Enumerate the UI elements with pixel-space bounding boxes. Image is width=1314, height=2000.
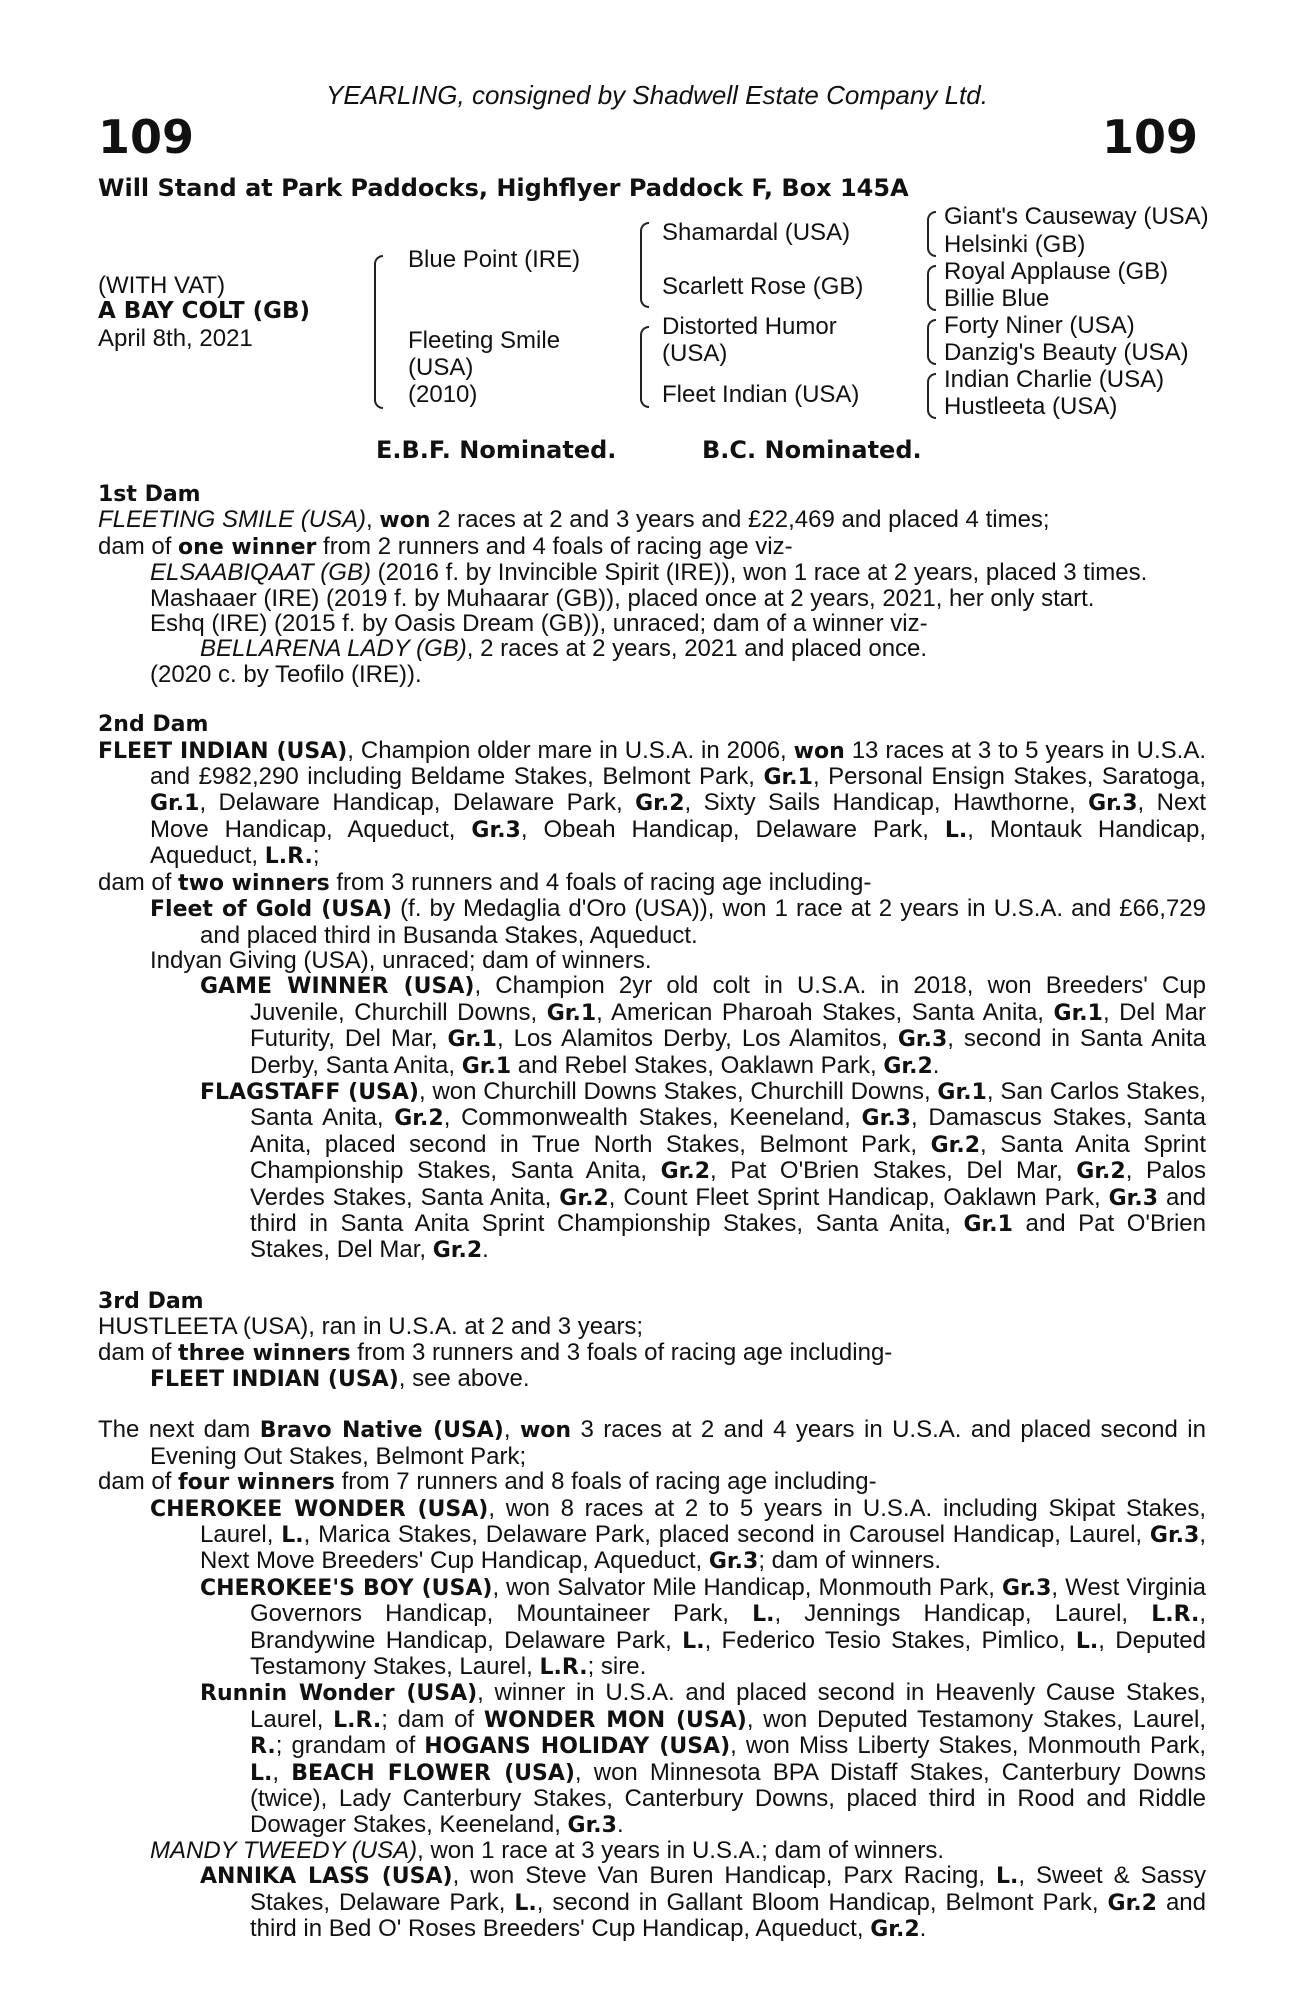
ebf-nomination: E.B.F. Nominated. bbox=[376, 436, 617, 464]
second-dam-heading: 2nd Dam bbox=[98, 712, 209, 738]
dam-sire-dam: Danzig's Beauty (USA) bbox=[944, 339, 1189, 366]
second-dam-foal-1: Fleet of Gold (USA) (f. by Medaglia d'Oro (USA)), won 1 race at 2 years in U.S.A. and £66,729 and placed third in Busanda Stakes, Aqueduct. bbox=[150, 895, 1206, 949]
brace-sire-parents bbox=[640, 222, 649, 308]
second-dam-entry: FLEET INDIAN (USA), Champion older mare in U.S.A. in 2006, won 13 races at 3 to 5 years in U.S.A. and £982,290 including Beldame Stakes, Belmont Park, Gr.1, Personal Ensign Stakes, Saratoga, Gr.1, Delaware Handicap, Delaware Park, Gr.2, Sixty Sails Handicap, Hawthorne, Gr.3, Next Move Handicap, Aqueduct, Gr.3, Obeah Handicap, Delaware Park, L., Montauk Handicap, Aqueduct, L.R.; bbox=[98, 736, 1207, 870]
second-dam-foal-2: Indyan Giving (USA), unraced; dam of winners. bbox=[150, 946, 652, 974]
dam-dam-sire: Indian Charlie (USA) bbox=[944, 366, 1165, 393]
sire-sire-dam: Helsinki (GB) bbox=[944, 231, 1086, 258]
first-dam-entry: FLEETING SMILE (USA), won 2 races at 2 and 3 years and £22,469 and placed 4 times; bbox=[98, 506, 1050, 534]
next-dam-grandson-1: CHEROKEE'S BOY (USA), won Salvator Mile Handicap, Monmouth Park, Gr.3, West Virginia Governors Handicap, Mountaineer Park, L., Jennings Handicap, Laurel, L.R., Brandywine Handicap, Delaware Park, L., Federico Tesio Stakes, Pimlico, L., Deputed Testamony Stakes, Laurel, L.R.; sire. bbox=[200, 1573, 1206, 1681]
catalogue-body bbox=[98, 482, 1206, 1943]
next-dam-granddaughter-1: Runnin Wonder (USA), winner in U.S.A. and placed second in Heavenly Cause Stakes, Laurel, L.R.; dam of WONDER MON (USA), won Deputed Testamony Stakes, Laurel, R.; grandam of HOGANS HOLIDAY (USA), won Miss Liberty Stakes, Monmouth Park, L., BEACH FLOWER (USA), won Minnesota BPA Distaff Stakes, Canterbury Downs (twice), Lady Canterbury Stakes, Canterbury Downs, placed third in Rood and Riddle Dowager Stakes, Keeneland, Gr.3. bbox=[200, 1679, 1207, 1838]
next-dam-granddaughter-2: ANNIKA LASS (USA), won Steve Van Buren Handicap, Parx Racing, L., Sweet & Sassy Stakes, Delaware Park, L., second in Gallant Bloom Handicap, Belmont Park, Gr.2 and third in Bed O' Roses Breeders' Cup Handicap, Aqueduct, Gr.2. bbox=[200, 1862, 1207, 1943]
second-dam-produce-summary: dam of two winners from 3 runners and 4 foals of racing age including- bbox=[98, 868, 872, 896]
sire-dam-dam: Billie Blue bbox=[944, 285, 1050, 312]
second-dam-grandson-1: GAME WINNER (USA), Champion 2yr old colt in U.S.A. in 2018, won Breeders' Cup Juvenile, Churchill Downs, Gr.1, American Pharoah Stakes, Santa Anita, Gr.1, Del Mar Futurity, Del Mar, Gr.1, Los Alamitos Derby, Los Alamitos, Gr.3, second in Santa Anita Derby, Santa Anita, Gr.1 and Rebel Stakes, Oaklawn Park, Gr.2. bbox=[200, 972, 1207, 1079]
dam-dam: Fleet Indian (USA) bbox=[662, 381, 860, 408]
dam-origin: (USA) bbox=[408, 354, 474, 381]
brace-dam-parents bbox=[640, 326, 649, 408]
sire-sire: Shamardal (USA) bbox=[662, 219, 851, 246]
first-dam-granddaughter: BELLARENA LADY (GB), 2 races at 2 years, 2021 and placed once. bbox=[200, 635, 928, 663]
first-dam-foal-4: (2020 c. by Teofilo (IRE)). bbox=[150, 660, 422, 688]
brace-g1 bbox=[927, 211, 936, 257]
sire-sire-sire: Giant's Causeway (USA) bbox=[944, 203, 1209, 230]
brace-g3 bbox=[927, 319, 936, 365]
next-dam-foal-1: CHEROKEE WONDER (USA), won 8 races at 2 to 5 years in U.S.A. including Skipat Stakes, Laurel, L., Marica Stakes, Delaware Park, placed second in Carousel Handicap, Laurel, Gr.3, Next Move Breeders' Cup Handicap, Aqueduct, Gr.3; dam of winners. bbox=[150, 1494, 1207, 1575]
dam-sire-line2: (USA) bbox=[662, 340, 728, 367]
third-dam-foal-1: FLEET INDIAN (USA), see above. bbox=[150, 1365, 530, 1392]
stabling-location: Will Stand at Park Paddocks, Highflyer Paddock F, Box 145A bbox=[98, 174, 909, 202]
next-dam-produce-summary: dam of four winners from 7 runners and 8 foals of racing age including- bbox=[98, 1468, 877, 1496]
first-dam-produce-summary: dam of one winner from 2 runners and 4 foals of racing age viz- bbox=[98, 532, 793, 560]
horse-name: A BAY COLT (GB) bbox=[98, 298, 311, 324]
third-dam-heading: 3rd Dam bbox=[98, 1288, 204, 1314]
bc-nomination: B.C. Nominated. bbox=[702, 436, 922, 464]
dam-sire-line1: Distorted Humor bbox=[662, 313, 837, 340]
sire-dam-sire: Royal Applause (GB) bbox=[944, 258, 1169, 285]
lot-number-left: 109 bbox=[98, 110, 195, 164]
first-dam-foal-2: Mashaaer (IRE) (2019 f. by Muhaarar (GB)), placed once at 2 years, 2021, her only start. bbox=[150, 584, 1095, 612]
next-dam-foal-2: MANDY TWEEDY (USA), won 1 race at 3 years in U.S.A.; dam of winners. bbox=[150, 1836, 945, 1864]
brace-g4 bbox=[927, 373, 936, 419]
foaling-date: April 8th, 2021 bbox=[98, 325, 253, 352]
third-dam-produce-summary: dam of three winners from 3 runners and 3 foals of racing age including- bbox=[98, 1338, 893, 1366]
consignor-line: YEARLING, consigned by Shadwell Estate Company Ltd. bbox=[326, 80, 988, 110]
sire-dam: Scarlett Rose (GB) bbox=[662, 273, 864, 300]
lot-number-right: 109 bbox=[1101, 110, 1198, 164]
dam-sire-sire: Forty Niner (USA) bbox=[944, 312, 1135, 339]
dam-dam-dam: Hustleeta (USA) bbox=[944, 393, 1118, 420]
dam-name: Fleeting Smile bbox=[408, 327, 561, 354]
vat-note: (WITH VAT) bbox=[98, 272, 226, 299]
first-dam-foal-1: ELSAABIQAAT (GB) (2016 f. by Invincible Spirit (IRE)), won 1 race at 2 years, placed 3 times. bbox=[150, 559, 1148, 587]
second-dam-grandson-2: FLAGSTAFF (USA), won Churchill Downs Stakes, Churchill Downs, Gr.1, San Carlos Stakes, Santa Anita, Gr.2, Commonwealth Stakes, Keeneland, Gr.3, Damascus Stakes, Santa Anita, placed second in True North Stakes, Belmont Park, Gr.2, Santa Anita Sprint Championship Stakes, Santa Anita, Gr.2, Pat O'Brien Stakes, Del Mar, Gr.2, Palos Verdes Stakes, Santa Anita, Gr.2, Count Fleet Sprint Handicap, Oaklawn Park, Gr.3 and third in Santa Anita Sprint Championship Stakes, Santa Anita, Gr.1 and Pat O'Brien Stakes, Del Mar, Gr.2. bbox=[200, 1077, 1207, 1264]
third-dam-entry: HUSTLEETA (USA), ran in U.S.A. at 2 and 3 years; bbox=[98, 1313, 644, 1341]
first-dam-foal-3: Eshq (IRE) (2015 f. by Oasis Dream (GB)), unraced; dam of a winner viz- bbox=[150, 610, 928, 638]
sire: Blue Point (IRE) bbox=[408, 246, 581, 273]
brace-parents bbox=[374, 255, 383, 409]
brace-g2 bbox=[927, 265, 936, 311]
first-dam-heading: 1st Dam bbox=[98, 482, 201, 507]
next-dam-entry: The next dam Bravo Native (USA), won 3 races at 2 and 4 years in U.S.A. and placed second in Evening Out Stakes, Belmont Park; bbox=[98, 1416, 1206, 1470]
dam-year: (2010) bbox=[408, 381, 478, 408]
